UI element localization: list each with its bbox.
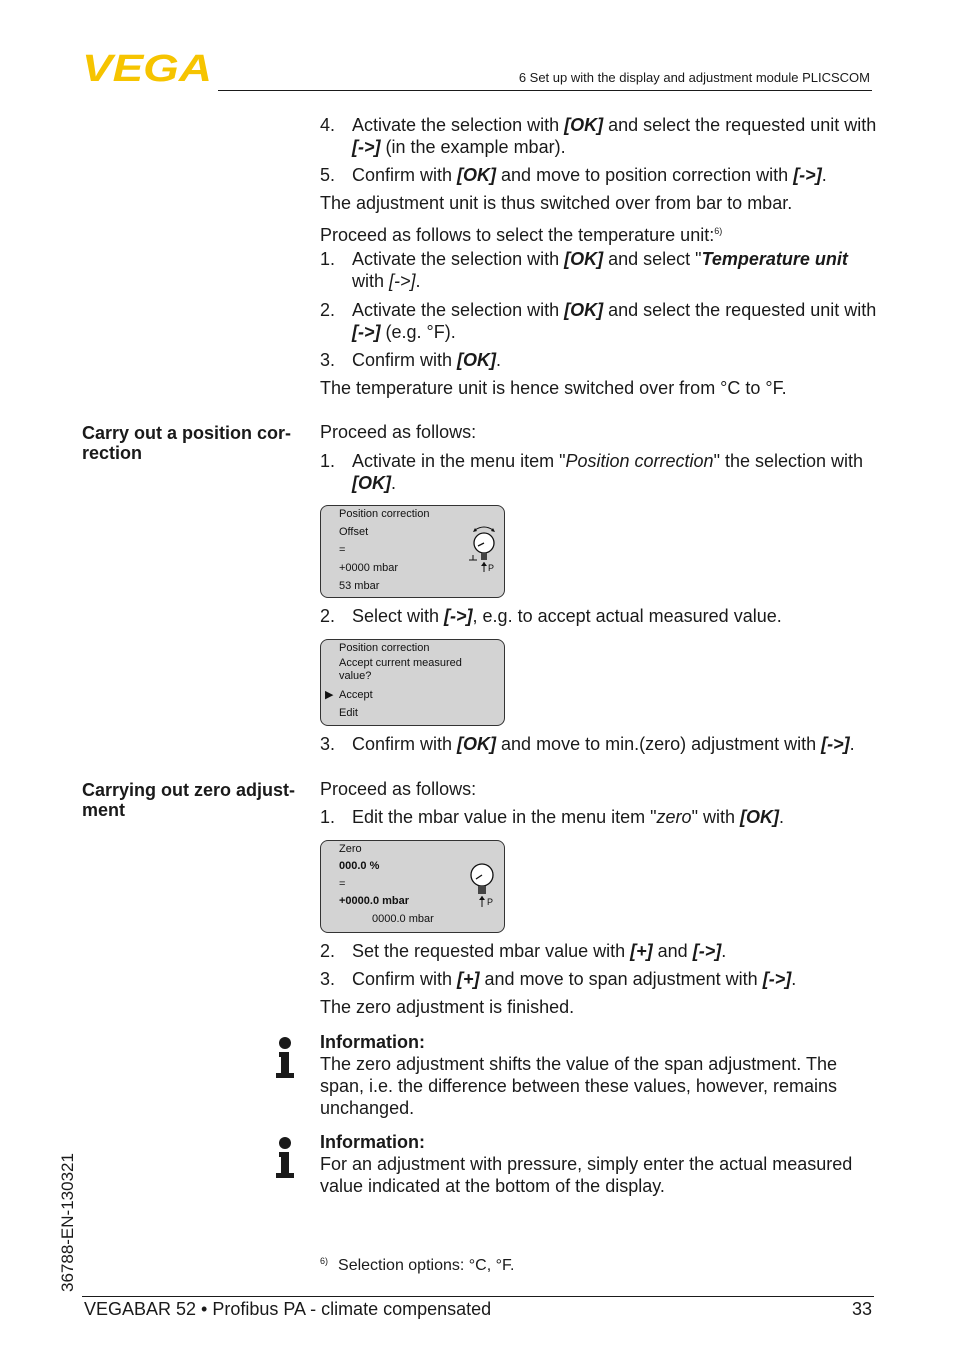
- display-line: =: [339, 878, 346, 890]
- footer-rule: [82, 1296, 874, 1297]
- display-line: 0000.0 mbar: [372, 913, 434, 925]
- info-text: For an adjustment with pressure, simply enter the actual measured: [320, 1154, 853, 1174]
- list-item: 2. Activate the selection with [OK] and select the requested unit with [->] (e.g. °F).: [320, 300, 877, 342]
- display-title: Zero: [339, 843, 362, 855]
- list-item: 1. Activate the selection with [OK] and select "Temperature unit with [->].: [320, 249, 848, 291]
- footer-product: VEGABAR 52 • Profibus PA - climate compensated: [84, 1299, 492, 1319]
- paragraph: The zero adjustment is finished.: [320, 997, 575, 1017]
- display-line: +0000 mbar: [339, 562, 399, 574]
- info-text: unchanged.: [320, 1098, 415, 1118]
- page-number: 33: [851, 1299, 872, 1319]
- cursor-icon: ▶: [325, 689, 334, 701]
- info-text: span, i.e. the difference between these values, however, remains: [320, 1076, 837, 1096]
- option-accept[interactable]: Accept: [339, 689, 373, 701]
- display-line: =: [339, 544, 346, 556]
- info-text: value indicated at the bottom of the display.: [320, 1176, 665, 1196]
- list-item: 2. Select with [->], e.g. to accept actual measured value.: [320, 606, 782, 626]
- list-item: 2. Set the requested mbar value with [+] and [->].: [320, 941, 727, 961]
- paragraph: The temperature unit is hence switched over from °C to °F.: [320, 378, 787, 398]
- list-item: 3. Confirm with [+] and move to span adjustment with [->].: [320, 969, 797, 989]
- footnote-ref: 6): [714, 226, 723, 236]
- paragraph: Proceed as follows to select the temperature unit:$^{6)}$: [320, 225, 723, 245]
- paragraph: Proceed as follows:: [320, 422, 477, 442]
- info-title: Information:: [320, 1132, 425, 1152]
- list-item: 5. Confirm with [OK] and move to position correction with [->].: [320, 165, 827, 185]
- list-item: 1. Edit the mbar value in the menu item "zero" with [OK].: [320, 807, 784, 827]
- pressure-gauge-icon: [467, 861, 501, 911]
- info-title: Information:: [320, 1032, 425, 1052]
- info-icon: [275, 1037, 295, 1079]
- display-question: Accept current measured value?: [339, 657, 462, 682]
- header-rule: [218, 90, 872, 91]
- display-title: Position correction: [339, 642, 430, 654]
- pressure-gauge-icon: [467, 524, 501, 576]
- paragraph: The adjustment unit is thus switched over from bar to mbar.: [320, 193, 793, 213]
- display-position-offset: [320, 505, 505, 598]
- display-line: 000.0 %: [339, 860, 380, 872]
- display-accept-value: [320, 639, 505, 726]
- display-title: Position correction: [339, 508, 430, 520]
- info-icon: [275, 1137, 295, 1179]
- display-line: Offset: [339, 526, 369, 538]
- section-heading-position: Carry out a position cor- rection: [82, 423, 292, 463]
- vega-logo: [82, 52, 214, 89]
- section-heading-zero: Carrying out zero adjust- ment: [82, 780, 296, 820]
- info-text: The zero adjustment shifts the value of the span adjustment. The: [320, 1054, 837, 1074]
- display-line: 53 mbar: [339, 580, 380, 592]
- list-item: 1. Activate in the menu item "Position correction" the selection with [OK].: [320, 451, 864, 493]
- document-id: 36788-EN-130321: [58, 1153, 77, 1292]
- list-item: 4. Activate the selection with [OK] and select the requested unit with [->] (in the example mbar).: [320, 115, 877, 157]
- info-box: [320, 1031, 880, 1119]
- option-edit[interactable]: Edit: [339, 707, 358, 719]
- footnote: $^{6)}$ Selection options: °C, °F.: [320, 1256, 515, 1275]
- paragraph: Proceed as follows:: [320, 779, 477, 799]
- display-zero: [320, 840, 505, 933]
- info-box: [320, 1131, 880, 1197]
- p-label: P: [488, 563, 495, 573]
- list-item: 3. Confirm with [OK] and move to min.(zero) adjustment with [->].: [320, 734, 855, 754]
- logo-text: VEGA: [82, 52, 212, 84]
- p-label: P: [487, 897, 494, 907]
- list-item: 3. Confirm with [OK].: [320, 350, 502, 370]
- section-title: 6 Set up with the display and adjustment module PLICSCOM: [518, 70, 870, 85]
- display-line: +0000.0 mbar: [339, 895, 410, 907]
